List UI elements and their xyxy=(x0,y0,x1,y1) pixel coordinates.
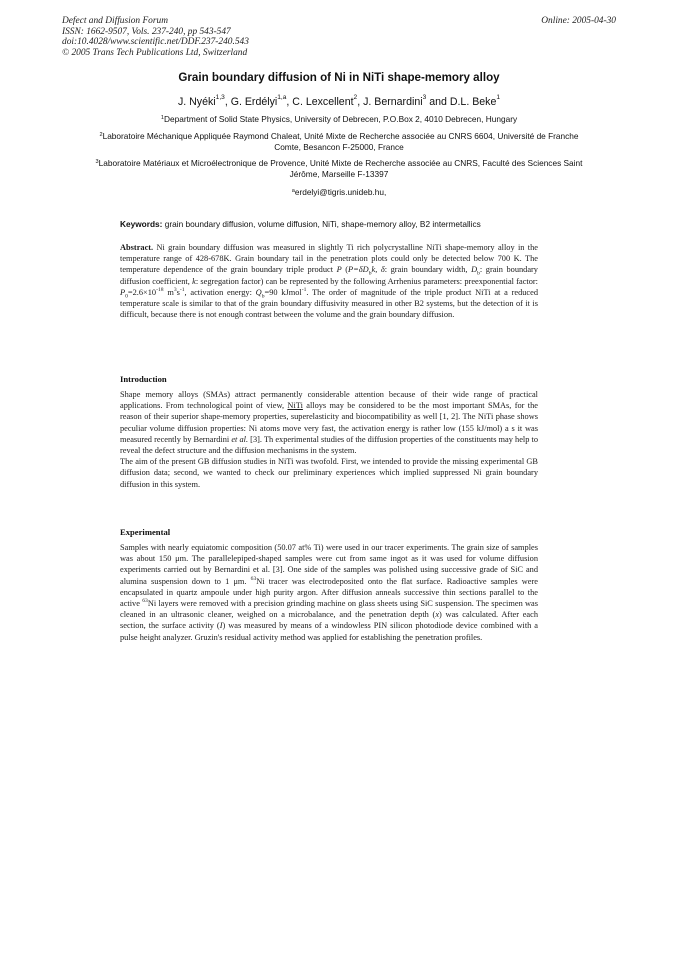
intro-etal: et al. xyxy=(231,434,249,444)
abstract-symbol: Q xyxy=(255,287,262,297)
isotope-mass: 63 xyxy=(250,575,257,582)
author-name: J. Bernardini xyxy=(363,96,423,108)
intro-underlined-term: NiTi xyxy=(287,401,303,411)
issn-line: ISSN: 1662-9507, Vols. 237-240, pp 543-547 xyxy=(62,26,231,37)
affil-mark: 1 xyxy=(160,115,164,121)
abstract-subscript: b xyxy=(261,293,265,300)
abstract-text: s xyxy=(176,287,180,297)
introduction-heading: Introduction xyxy=(120,374,167,384)
online-date: Online: 2005-04-30 xyxy=(541,16,616,26)
exp-text: ) was calculated. After each section, the surface activity ( xyxy=(120,610,538,631)
abstract-superscript: 3 xyxy=(173,287,177,294)
author-separator: , xyxy=(357,96,364,108)
abstract-text: . The order of magnitude of the triple product NiTi at a reduced temperature scale is similar to that of the grain boundary diffusivity measured in other B2 systems, but the detection of it is difficult, because there is not enough contrast between the volume and the grain boundary diffusion. xyxy=(120,287,538,320)
abstract-text: , xyxy=(375,265,378,275)
abstract-symbol: P xyxy=(336,265,342,275)
abstract-subscript: b xyxy=(368,271,372,278)
intro-text: alloys may be considered to be the most important SMAs, for the reason of their superior shape-memory properties, superelasticity and biocompatibility as well [1, 2]. The NiTi phase shows peculiar volume diffusion properties: Ni atoms move very fast, the activation energy is rather low (155 kJ/mol) a s it was measured recently by Bernardini xyxy=(120,401,538,444)
affiliation-3 xyxy=(90,158,588,181)
author-name: G. Erdélyi xyxy=(230,96,278,108)
keywords-text: grain boundary diffusion, volume diffusion, NiTi, shape-memory alloy, B2 intermetallics xyxy=(164,219,481,229)
exp-text: ) was measured by means of a windowless PIN silicon photodiode device combined with a pulse height analyzer. Gruzin's residual activity method was applied for establishing the penetration profiles. xyxy=(120,621,538,642)
exp-symbol: x xyxy=(435,610,440,620)
affil-text: Department of Solid State Physics, University of Debrecen, P.O.Box 2, 4010 Debrecen, Hungary xyxy=(164,114,518,124)
isotope-mass: 63 xyxy=(142,598,148,605)
author-list xyxy=(0,96,678,108)
abstract-symbol: P xyxy=(120,287,126,297)
abstract-subscript: 0 xyxy=(125,293,128,300)
exp-text: Ni layers were removed with a precision grinding machine on glass sheets using SiC suspension. The specimen was cleaned in an ultrasonic cleaner, weighed on a microbalance, and the penetration depth ( xyxy=(120,599,539,620)
intro-text: Shape memory alloys (SMAs) attract permanently considerable attention because of their wide range of practical applications. From technological point of view, xyxy=(120,390,538,411)
abstract-symbol: k xyxy=(192,276,196,286)
abstract-label: Abstract. xyxy=(120,243,154,252)
author-and: and xyxy=(426,96,450,108)
abstract-text: : grain boundary width, xyxy=(384,265,468,275)
abstract-superscript: -1 xyxy=(179,287,185,294)
contact-email[interactable] xyxy=(90,187,588,198)
doi-line[interactable]: doi:10.4028/www.scientific.net/DDF.237-240.543 xyxy=(62,37,249,48)
abstract-paragraph xyxy=(120,242,538,320)
affil-text: Laboratoire Matériaux et Microélectronique de Provence, Unité Mixte de Recherche associée au CNRS, Faculté des Sciences Saint Jérôme, Marseille F-13397 xyxy=(98,158,583,180)
copyright-line: © 2005 Trans Tech Publications Ltd, Switzerland xyxy=(62,47,248,58)
abstract-subscript: b xyxy=(477,271,480,278)
intro-paragraph-2: The aim of the present GB diffusion studies in NiTi was twofold. First, we intended to provide the missing experimental GB diffusion data; second, we wanted to check our preliminary experiences which implied suppressed Ni grain boundary diffusion in this system. xyxy=(120,457,538,489)
author-name: C. Lexcellent xyxy=(292,96,354,108)
abstract-text: =2.6×10 xyxy=(127,287,157,297)
author-name: D.L. Beke xyxy=(449,96,497,108)
keywords-label: Keywords: xyxy=(120,219,163,229)
exp-text: Samples with nearly equiatomic composition (50.07 at% Ti) were used in our tracer experiments. The grain size of samples was about 150 μm. The parallelepiped-shaped samples were cut from same ingot as it was used for volume diffusion experiments carried out by Bernardini et al. [3]. One side of the samples was polished using successive grade of SiC and alumina suspension down to 1 μm. xyxy=(120,543,538,586)
exp-symbol: I xyxy=(219,621,223,631)
affil-mark: 2 xyxy=(99,132,103,138)
author-affil-mark: 1,a xyxy=(277,94,287,101)
exp-text: Ni tracer was electrodeposited onto the flat surface. Radioactive samples were encapsulated in quartz ampoule under high purity argon. After diffusion anneals successive thin sections parallel to the active xyxy=(120,576,538,609)
abstract-symbol: δ xyxy=(380,265,385,275)
email-text[interactable]: erdelyi@tigris.unideb.hu, xyxy=(294,187,387,197)
author-separator: , xyxy=(286,96,293,108)
author-name: J. Nyéki xyxy=(177,96,216,108)
intro-text: [3]. Th experimental studies of the diffusion properties of the constituents may help to reveal the defect structure and the diffusion mechanisms in the system. xyxy=(120,434,539,456)
affil-text: Laboratoire Méchanique Appliquée Raymond Chaleat, Unité Mixte de Recherche associée au CNRS 6604, Université de Franche Comte, Besancon F-25000, France xyxy=(102,131,579,153)
affiliation-2 xyxy=(90,131,588,154)
abstract-text: : segregation factor) can be represented by the following Arrhenius parameters: preexponential factor: xyxy=(195,276,538,286)
abstract-text: m xyxy=(163,287,174,297)
intro-paragraph-1 xyxy=(120,389,538,456)
journal-name: Defect and Diffusion Forum xyxy=(62,16,168,26)
experimental-heading: Experimental xyxy=(120,527,171,537)
affil-mark: 3 xyxy=(95,159,99,165)
author-affil-mark: 1 xyxy=(496,94,501,101)
journal-header xyxy=(62,16,249,58)
author-affil-mark: 2 xyxy=(353,94,358,101)
abstract-symbol: k xyxy=(371,265,376,275)
abstract-text: , activation energy: xyxy=(184,287,252,297)
keywords-line xyxy=(120,219,481,229)
affiliation-1 xyxy=(90,114,588,125)
experimental-paragraph xyxy=(120,542,538,643)
abstract-text: =90 kJmol xyxy=(264,287,302,297)
author-affil-mark: 1,3 xyxy=(215,94,225,101)
abstract-text: Ni grain boundary diffusion was measured in slightly Ti rich polycrystalline NiTi shape-memory alloy in the temperature range of 428-678K. Grain boundary tail in the penetration plots could only be detected below 700 K. The temperature dependence of the grain boundary triple product xyxy=(120,243,538,275)
email-mark: a xyxy=(291,188,295,194)
paper-title: Grain boundary diffusion of Ni in NiTi shape-memory alloy xyxy=(178,71,500,84)
introduction-body xyxy=(120,389,538,490)
abstract-superscript: -1 xyxy=(301,287,307,294)
abstract-text: ( xyxy=(345,265,349,275)
author-separator: , xyxy=(224,96,231,108)
author-affil-mark: 3 xyxy=(422,94,427,101)
abstract-symbol: D xyxy=(471,265,478,275)
abstract-text: : grain boundary diffusion coefficient, xyxy=(120,265,538,286)
abstract-symbol: P=δD xyxy=(348,265,369,275)
abstract-superscript: -18 xyxy=(156,287,164,294)
